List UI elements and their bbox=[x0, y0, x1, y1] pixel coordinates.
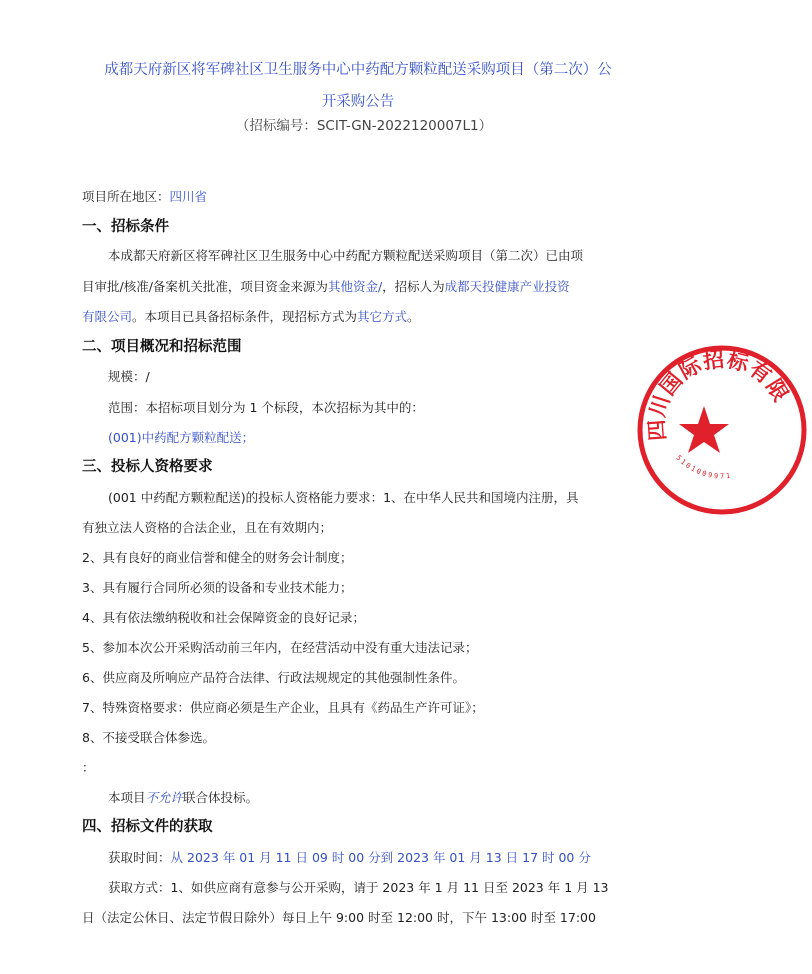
time-line bbox=[108, 848, 591, 868]
sec1-para-line-2 bbox=[82, 277, 570, 297]
svg-text:5101009971 bbox=[674, 454, 732, 481]
req-5: 5、参加本次公开采购活动前三年内，在经营活动中没有重大违法记录； bbox=[82, 640, 478, 655]
req-1a: (001 中药配方颗粒配送)的投标人资格能力要求：1、在中华人民共和国境内注册，具 bbox=[108, 490, 579, 505]
section-3-heading: 三、投标人资格要求 bbox=[82, 459, 213, 475]
region-line bbox=[82, 187, 207, 207]
time-value: 从 2023 年 01 月 11 日 09 时 00 分到 2023 年 01 月 13 日 17 时 00 分 bbox=[170, 850, 591, 865]
req-2: 2、具有良好的商业信誉和健全的财务会计制度； bbox=[82, 550, 353, 565]
req-6: 6、供应商及所响应产品符合法律、行政法规规定的其他强制性条件。 bbox=[82, 670, 465, 685]
consortium-text: 本项目 bbox=[108, 790, 146, 805]
consortium-line bbox=[108, 788, 258, 808]
region-label: 项目所在地区： bbox=[82, 189, 170, 204]
tenderer-name-cont: 有限公司 bbox=[82, 309, 133, 324]
req-4: 4、具有依法缴纳税收和社会保障资金的良好记录； bbox=[82, 610, 365, 625]
time-label: 获取时间： bbox=[108, 850, 171, 865]
scope-line: 范围：本招标项目划分为 1 个标段，本次招标为其中的： bbox=[108, 400, 424, 415]
company-seal bbox=[632, 340, 812, 520]
section-2-heading: 二、项目概况和招标范围 bbox=[82, 339, 242, 355]
title-line-2: 开采购公告 bbox=[321, 94, 395, 110]
section-1-heading: 一、招标条件 bbox=[82, 219, 169, 235]
method-line-1: 获取方式：1、如供应商有意参与公开采购，请于 2023 年 1 月 11 日至 2023 年 1 月 13 bbox=[108, 880, 609, 895]
seal-number: 5101009971 bbox=[674, 453, 733, 481]
req-1b: 有独立法人资格的合法企业，且在有效期内； bbox=[82, 520, 333, 535]
req-8: 8、不接受联合体参选。 bbox=[82, 730, 215, 745]
tender-method: 其它方式 bbox=[357, 309, 408, 324]
req-3: 3、具有履行合同所必须的设备和专业技术能力； bbox=[82, 580, 353, 595]
region-value: 四川省 bbox=[169, 189, 208, 204]
sec1-text: 目审批/核准/备案机关批准，项目资金来源为 bbox=[82, 279, 328, 294]
star-icon bbox=[679, 406, 729, 453]
tenderer-name: 成都天投健康产业投资 bbox=[444, 279, 570, 294]
scale-line: 规模：/ bbox=[108, 369, 150, 384]
sec1-text: 。本项目已具备招标条件，现招标方式为 bbox=[132, 309, 358, 324]
sec1-text: 。 bbox=[407, 309, 420, 324]
funding-source: 其他资金/ bbox=[327, 279, 383, 294]
consortium-text: 联合体投标。 bbox=[183, 790, 259, 805]
method-line-2: 日（法定公休日、法定节假日除外）每日上午 9:00 时至 12:00 时，下午 13:00 时至 17:00 bbox=[82, 910, 596, 925]
title-line-1: 成都天府新区将军碑社区卫生服务中心中药配方颗粒配送采购项目（第二次）公 bbox=[104, 62, 612, 78]
section-4-heading: 四、招标文件的获取 bbox=[82, 819, 213, 835]
document-title bbox=[80, 54, 636, 118]
consortium-value: 不允许 bbox=[145, 790, 184, 805]
sec1-para-line-1: 本成都天府新区将军碑社区卫生服务中心中药配方颗粒配送采购项目（第二次）已由项 bbox=[108, 248, 584, 263]
sec1-para-line-3 bbox=[82, 307, 420, 327]
seal-text: 四川国际招标有限 bbox=[644, 347, 794, 442]
req-7: 7、特殊资格要求：供应商必须是生产企业，且具有《药品生产许可证》； bbox=[82, 700, 484, 715]
lot-line: (001)中药配方颗粒配送； bbox=[108, 430, 255, 445]
sec1-text: ，招标人为 bbox=[382, 279, 445, 294]
tender-number: （招标编号：SCIT-GN-2022120007L1） bbox=[235, 118, 493, 134]
colon-line: ： bbox=[82, 760, 95, 775]
